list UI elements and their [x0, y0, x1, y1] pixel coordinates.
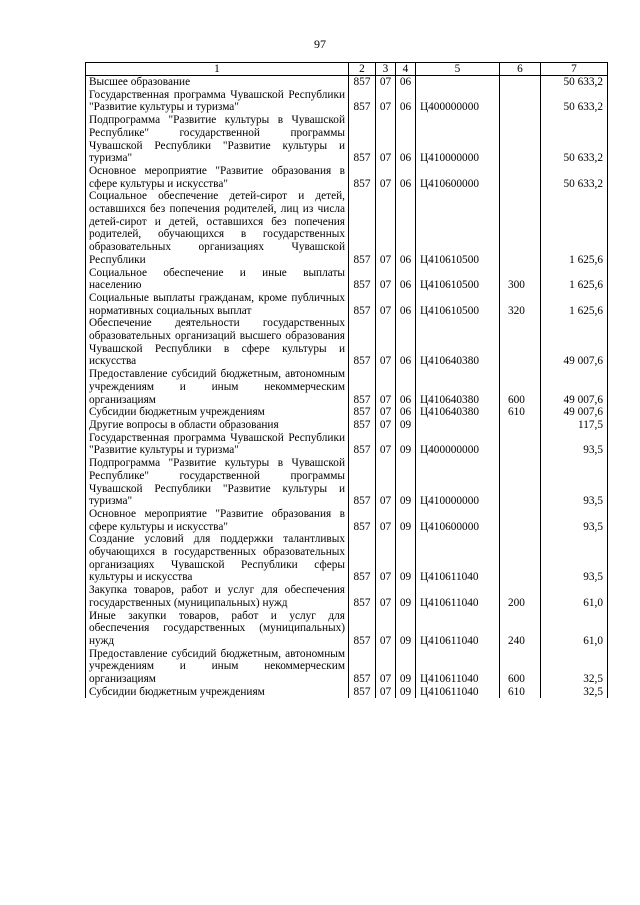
row-admin-code: 857	[349, 76, 376, 89]
row-section: 07	[376, 432, 396, 457]
row-admin-code: 857	[349, 419, 376, 432]
budget-table	[85, 62, 608, 698]
row-section: 07	[376, 610, 396, 648]
row-admin-code: 857	[349, 89, 376, 114]
row-name: Высшее образование	[86, 76, 349, 89]
row-expense-type	[500, 457, 541, 508]
header-cell: 6	[500, 63, 541, 76]
row-expense-type: 600	[500, 648, 541, 686]
table-row	[86, 89, 608, 114]
row-section: 07	[376, 419, 396, 432]
row-name: Создание условий для поддержки талантливых обучающихся в государственных образовательных организациях Чувашской Республики сферы культуры и искусства	[86, 533, 349, 584]
row-subsection: 09	[396, 533, 416, 584]
table-row	[86, 508, 608, 533]
table-row	[86, 432, 608, 457]
row-admin-code: 857	[349, 114, 376, 165]
row-name: Обеспечение деятельности государственных образовательных организаций высшего образования Чувашской Республики в сфере культуры и искусства	[86, 317, 349, 368]
row-target-item: Ц410000000	[416, 457, 500, 508]
header-cell: 4	[396, 63, 416, 76]
row-subsection: 06	[396, 368, 416, 406]
table-row	[86, 292, 608, 317]
row-subsection: 09	[396, 584, 416, 609]
row-admin-code: 857	[349, 533, 376, 584]
table-row	[86, 533, 608, 584]
row-name: Подпрограмма "Развитие культуры в Чувашской Республике" государственной программы Чувашской Республики "Развитие культуры и туризма"	[86, 457, 349, 508]
table-row	[86, 419, 608, 432]
row-section: 07	[376, 368, 396, 406]
row-target-item: Ц410611040	[416, 686, 500, 699]
row-section: 07	[376, 406, 396, 419]
header-cell: 2	[349, 63, 376, 76]
row-expense-type: 600	[500, 368, 541, 406]
row-admin-code: 857	[349, 432, 376, 457]
row-subsection: 06	[396, 267, 416, 292]
row-target-item: Ц410610500	[416, 190, 500, 266]
row-name: Субсидии бюджетным учреждениям	[86, 406, 349, 419]
row-target-item: Ц410600000	[416, 508, 500, 533]
row-admin-code: 857	[349, 686, 376, 699]
row-target-item: Ц410640380	[416, 368, 500, 406]
row-subsection: 06	[396, 89, 416, 114]
row-target-item: Ц400000000	[416, 89, 500, 114]
row-expense-type	[500, 89, 541, 114]
row-expense-type: 200	[500, 584, 541, 609]
row-target-item: Ц410610500	[416, 267, 500, 292]
row-amount: 50 633,2	[541, 114, 608, 165]
row-name: Государственная программа Чувашской Республики "Развитие культуры и туризма"	[86, 89, 349, 114]
table-row	[86, 190, 608, 266]
row-subsection: 06	[396, 292, 416, 317]
row-subsection: 09	[396, 432, 416, 457]
row-target-item	[416, 76, 500, 89]
table-row	[86, 610, 608, 648]
row-name: Иные закупки товаров, работ и услуг для обеспечения государственных (муниципальных) нужд	[86, 610, 349, 648]
row-name: Основное мероприятие "Развитие образования в сфере культуры и искусства"	[86, 165, 349, 190]
row-section: 07	[376, 533, 396, 584]
row-expense-type	[500, 76, 541, 89]
row-admin-code: 857	[349, 165, 376, 190]
row-target-item: Ц410611040	[416, 648, 500, 686]
header-cell: 7	[541, 63, 608, 76]
table-row	[86, 686, 608, 699]
row-expense-type	[500, 165, 541, 190]
row-amount: 61,0	[541, 584, 608, 609]
row-section: 07	[376, 584, 396, 609]
table-row	[86, 267, 608, 292]
row-expense-type: 240	[500, 610, 541, 648]
row-name: Подпрограмма "Развитие культуры в Чувашской Республике" государственной программы Чувашской Республики "Развитие культуры и туризма"	[86, 114, 349, 165]
row-expense-type	[500, 508, 541, 533]
row-admin-code: 857	[349, 368, 376, 406]
row-section: 07	[376, 686, 396, 699]
row-name: Закупка товаров, работ и услуг для обеспечения государственных (муниципальных) нужд	[86, 584, 349, 609]
row-expense-type: 610	[500, 406, 541, 419]
row-target-item: Ц410611040	[416, 610, 500, 648]
row-target-item	[416, 419, 500, 432]
row-admin-code: 857	[349, 406, 376, 419]
table-row	[86, 648, 608, 686]
row-amount: 50 633,2	[541, 165, 608, 190]
row-expense-type	[500, 432, 541, 457]
row-subsection: 06	[396, 317, 416, 368]
row-expense-type: 300	[500, 267, 541, 292]
row-amount: 93,5	[541, 533, 608, 584]
row-expense-type	[500, 533, 541, 584]
row-expense-type: 320	[500, 292, 541, 317]
row-name: Социальные выплаты гражданам, кроме публичных нормативных социальных выплат	[86, 292, 349, 317]
row-section: 07	[376, 165, 396, 190]
row-target-item: Ц410611040	[416, 584, 500, 609]
row-section: 07	[376, 190, 396, 266]
row-admin-code: 857	[349, 610, 376, 648]
row-amount: 32,5	[541, 648, 608, 686]
row-section: 07	[376, 508, 396, 533]
table-row	[86, 317, 608, 368]
table-row	[86, 114, 608, 165]
row-target-item: Ц410640380	[416, 406, 500, 419]
row-amount: 49 007,6	[541, 406, 608, 419]
table-row	[86, 76, 608, 89]
row-amount: 32,5	[541, 686, 608, 699]
row-amount: 93,5	[541, 508, 608, 533]
table-row	[86, 368, 608, 406]
row-amount: 49 007,6	[541, 368, 608, 406]
row-admin-code: 857	[349, 292, 376, 317]
row-expense-type: 610	[500, 686, 541, 699]
row-amount: 61,0	[541, 610, 608, 648]
row-amount: 50 633,2	[541, 76, 608, 89]
row-target-item: Ц400000000	[416, 432, 500, 457]
row-amount: 117,5	[541, 419, 608, 432]
row-target-item: Ц410611040	[416, 533, 500, 584]
row-admin-code: 857	[349, 317, 376, 368]
table-row	[86, 584, 608, 609]
row-subsection: 09	[396, 648, 416, 686]
row-subsection: 06	[396, 190, 416, 266]
row-expense-type	[500, 190, 541, 266]
row-subsection: 06	[396, 165, 416, 190]
row-name: Социальное обеспечение детей-сирот и детей, оставшихся без попечения родителей, лиц из числа детей-сирот и детей, оставшихся без попечения родителей, обучающихся в государственных образовательных организациях Чувашской Республики	[86, 190, 349, 266]
row-admin-code: 857	[349, 508, 376, 533]
header-cell: 5	[416, 63, 500, 76]
row-name: Предоставление субсидий бюджетным, автономным учреждениям и иным некоммерческим организациям	[86, 368, 349, 406]
row-admin-code: 857	[349, 457, 376, 508]
row-admin-code: 857	[349, 648, 376, 686]
row-amount: 1 625,6	[541, 190, 608, 266]
row-section: 07	[376, 89, 396, 114]
header-cell: 1	[86, 63, 349, 76]
header-row	[86, 63, 608, 76]
row-section: 07	[376, 114, 396, 165]
row-name: Другие вопросы в области образования	[86, 419, 349, 432]
row-expense-type	[500, 419, 541, 432]
row-section: 07	[376, 292, 396, 317]
row-section: 07	[376, 267, 396, 292]
row-amount: 49 007,6	[541, 317, 608, 368]
row-subsection: 06	[396, 114, 416, 165]
row-amount: 1 625,6	[541, 267, 608, 292]
row-subsection: 06	[396, 406, 416, 419]
row-name: Субсидии бюджетным учреждениям	[86, 686, 349, 699]
row-amount: 1 625,6	[541, 292, 608, 317]
row-target-item: Ц410610500	[416, 292, 500, 317]
row-admin-code: 857	[349, 267, 376, 292]
row-section: 07	[376, 76, 396, 89]
row-subsection: 09	[396, 419, 416, 432]
row-admin-code: 857	[349, 584, 376, 609]
row-expense-type	[500, 317, 541, 368]
table-row	[86, 165, 608, 190]
table-row	[86, 406, 608, 419]
row-expense-type	[500, 114, 541, 165]
row-subsection: 09	[396, 508, 416, 533]
row-target-item: Ц410000000	[416, 114, 500, 165]
row-name: Социальное обеспечение и иные выплаты населению	[86, 267, 349, 292]
row-subsection: 09	[396, 686, 416, 699]
row-subsection: 09	[396, 457, 416, 508]
table-row	[86, 457, 608, 508]
row-section: 07	[376, 648, 396, 686]
row-target-item: Ц410640380	[416, 317, 500, 368]
row-section: 07	[376, 317, 396, 368]
page-number: 97	[314, 37, 326, 51]
row-subsection: 09	[396, 610, 416, 648]
row-name: Государственная программа Чувашской Республики "Развитие культуры и туризма"	[86, 432, 349, 457]
row-subsection: 06	[396, 76, 416, 89]
row-name: Предоставление субсидий бюджетным, автономным учреждениям и иным некоммерческим организациям	[86, 648, 349, 686]
row-section: 07	[376, 457, 396, 508]
row-admin-code: 857	[349, 190, 376, 266]
row-amount: 93,5	[541, 432, 608, 457]
row-amount: 93,5	[541, 457, 608, 508]
row-name: Основное мероприятие "Развитие образования в сфере культуры и искусства"	[86, 508, 349, 533]
row-amount: 50 633,2	[541, 89, 608, 114]
row-target-item: Ц410600000	[416, 165, 500, 190]
header-cell: 3	[376, 63, 396, 76]
